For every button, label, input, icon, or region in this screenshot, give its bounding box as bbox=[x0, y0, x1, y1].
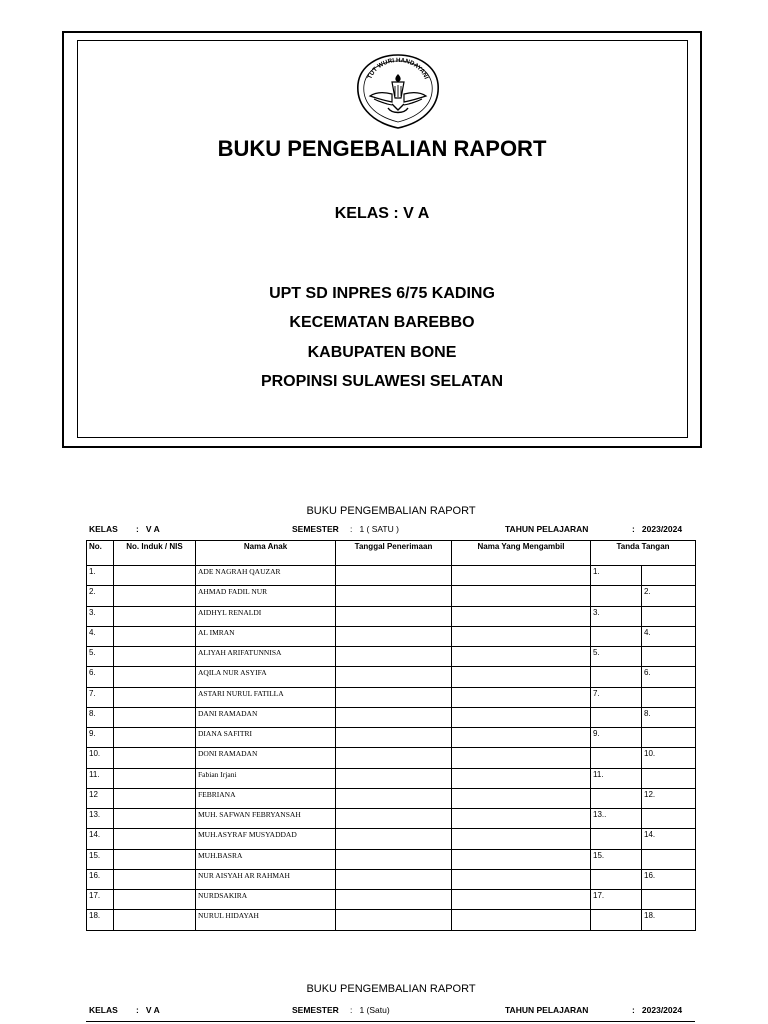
row-taker bbox=[452, 890, 591, 910]
table-row bbox=[87, 910, 696, 930]
row-taker bbox=[452, 869, 591, 889]
header-nis: No. Induk / NIS bbox=[114, 541, 196, 566]
row-nis bbox=[114, 829, 196, 849]
row-date bbox=[336, 626, 452, 646]
row-nis bbox=[114, 768, 196, 788]
row-taker bbox=[452, 910, 591, 930]
row-student-name: MUH. SAFWAN FEBRYANSAH bbox=[196, 809, 336, 829]
table-row bbox=[87, 890, 696, 910]
row-taker bbox=[452, 566, 591, 586]
row-signature-left: 7. bbox=[591, 687, 642, 707]
row-number: 11. bbox=[87, 768, 114, 788]
row-signature-right bbox=[642, 890, 696, 910]
row-number: 7. bbox=[87, 687, 114, 707]
row-signature-left: 15. bbox=[591, 849, 642, 869]
row-number: 16. bbox=[87, 869, 114, 889]
row-signature-right: 14. bbox=[642, 829, 696, 849]
row-taker bbox=[452, 687, 591, 707]
row-taker bbox=[452, 586, 591, 606]
section2-kelas-label: KELAS bbox=[89, 1005, 118, 1015]
row-number: 12 bbox=[87, 788, 114, 808]
row-nis bbox=[114, 667, 196, 687]
row-date bbox=[336, 890, 452, 910]
row-nis bbox=[114, 707, 196, 727]
section1-title: BUKU PENGEMBALIAN RAPORT bbox=[306, 505, 476, 517]
row-signature-right bbox=[642, 606, 696, 626]
row-nis bbox=[114, 890, 196, 910]
row-date bbox=[336, 707, 452, 727]
section1-semester-value: : 1 ( SATU ) bbox=[350, 524, 399, 534]
row-signature-right bbox=[642, 687, 696, 707]
row-signature-left: 9. bbox=[591, 728, 642, 748]
row-student-name: MUH.ASYRAF MUSYADDAD bbox=[196, 829, 336, 849]
row-student-name: NURUL HIDAYAH bbox=[196, 910, 336, 930]
table-row bbox=[87, 606, 696, 626]
cover-regency: KABUPATEN BONE bbox=[307, 344, 457, 361]
row-date bbox=[336, 728, 452, 748]
row-date bbox=[336, 748, 452, 768]
row-number: 1. bbox=[87, 566, 114, 586]
row-signature-right: 18. bbox=[642, 910, 696, 930]
table-row bbox=[87, 728, 696, 748]
table-row bbox=[87, 829, 696, 849]
row-number: 5. bbox=[87, 647, 114, 667]
row-taker bbox=[452, 728, 591, 748]
table-row bbox=[87, 687, 696, 707]
section1-tahun-value: : 2023/2024 bbox=[632, 524, 683, 534]
row-signature-left: 13.. bbox=[591, 809, 642, 829]
table-row bbox=[87, 626, 696, 646]
table-row bbox=[87, 809, 696, 829]
row-nis bbox=[114, 647, 196, 667]
row-student-name: FEBRIANA bbox=[196, 788, 336, 808]
row-nis bbox=[114, 566, 196, 586]
section1-semester-label: SEMESTER bbox=[292, 524, 339, 534]
row-student-name: AL IMRAN bbox=[196, 626, 336, 646]
row-nis bbox=[114, 586, 196, 606]
row-taker bbox=[452, 829, 591, 849]
row-signature-right bbox=[642, 768, 696, 788]
row-student-name: Fabian Irjani bbox=[196, 768, 336, 788]
row-student-name: AHMAD FADIL NUR bbox=[196, 586, 336, 606]
row-date bbox=[336, 687, 452, 707]
row-taker bbox=[452, 606, 591, 626]
row-date bbox=[336, 566, 452, 586]
row-signature-right: 4. bbox=[642, 626, 696, 646]
section2-semester-label: SEMESTER bbox=[292, 1005, 339, 1015]
row-number: 4. bbox=[87, 626, 114, 646]
row-nis bbox=[114, 849, 196, 869]
row-signature-left bbox=[591, 788, 642, 808]
table-header-row bbox=[87, 541, 696, 566]
row-signature-right: 2. bbox=[642, 586, 696, 606]
raport-return-table bbox=[86, 540, 696, 931]
row-signature-right bbox=[642, 728, 696, 748]
row-signature-left bbox=[591, 910, 642, 930]
row-number: 15. bbox=[87, 849, 114, 869]
cover-class: KELAS : V A bbox=[334, 205, 430, 222]
row-signature-right: 10. bbox=[642, 748, 696, 768]
table-row bbox=[87, 748, 696, 768]
row-number: 6. bbox=[87, 667, 114, 687]
row-signature-left bbox=[591, 829, 642, 849]
row-student-name: AIDHYL RENALDI bbox=[196, 606, 336, 626]
table-row bbox=[87, 647, 696, 667]
row-taker bbox=[452, 667, 591, 687]
row-date bbox=[336, 768, 452, 788]
row-student-name: DONI RAMADAN bbox=[196, 748, 336, 768]
row-signature-right bbox=[642, 849, 696, 869]
row-taker bbox=[452, 768, 591, 788]
row-date bbox=[336, 910, 452, 930]
row-number: 3. bbox=[87, 606, 114, 626]
row-signature-left bbox=[591, 748, 642, 768]
header-name: Nama Anak bbox=[196, 541, 336, 566]
cover-school: UPT SD INPRES 6/75 KADING bbox=[269, 285, 495, 302]
row-taker bbox=[452, 809, 591, 829]
row-student-name: ASTARI NURUL FATILLA bbox=[196, 687, 336, 707]
row-date bbox=[336, 809, 452, 829]
row-number: 14. bbox=[87, 829, 114, 849]
section1-kelas-value: : V A bbox=[136, 524, 160, 534]
row-student-name: NURDSAKIRA bbox=[196, 890, 336, 910]
row-student-name: AQILA NUR ASYIFA bbox=[196, 667, 336, 687]
row-nis bbox=[114, 910, 196, 930]
section1-tahun-label: TAHUN PELAJARAN bbox=[505, 524, 589, 534]
row-number: 8. bbox=[87, 707, 114, 727]
row-signature-left: 5. bbox=[591, 647, 642, 667]
header-no: No. bbox=[87, 541, 114, 566]
row-taker bbox=[452, 626, 591, 646]
row-number: 9. bbox=[87, 728, 114, 748]
row-signature-right bbox=[642, 647, 696, 667]
row-student-name: MUH.BASRA bbox=[196, 849, 336, 869]
row-signature-left: 17. bbox=[591, 890, 642, 910]
row-number: 17. bbox=[87, 890, 114, 910]
header-signature: Tanda Tangan bbox=[591, 541, 696, 566]
row-number: 2. bbox=[87, 586, 114, 606]
row-nis bbox=[114, 626, 196, 646]
row-date bbox=[336, 869, 452, 889]
row-signature-right bbox=[642, 809, 696, 829]
section2-kelas-value: : V A bbox=[136, 1005, 160, 1015]
table-row bbox=[87, 768, 696, 788]
row-student-name: NUR AISYAH AR RAHMAH bbox=[196, 869, 336, 889]
row-nis bbox=[114, 728, 196, 748]
header-date: Tanggal Penerimaan bbox=[336, 541, 452, 566]
table-row bbox=[87, 566, 696, 586]
row-nis bbox=[114, 869, 196, 889]
section2-semester-value: : 1 (Satu) bbox=[350, 1005, 390, 1015]
row-signature-right: 8. bbox=[642, 707, 696, 727]
section2-title: BUKU PENGEMBALIAN RAPORT bbox=[306, 983, 476, 995]
row-number: 18. bbox=[87, 910, 114, 930]
row-signature-left: 11. bbox=[591, 768, 642, 788]
row-signature-left bbox=[591, 586, 642, 606]
cover-title: BUKU PENGEBALIAN RAPORT bbox=[217, 136, 547, 161]
row-student-name: ADE NAGRAH QAUZAR bbox=[196, 566, 336, 586]
table-row bbox=[87, 788, 696, 808]
row-signature-left: 1. bbox=[591, 566, 642, 586]
row-date bbox=[336, 788, 452, 808]
row-student-name: DANI RAMADAN bbox=[196, 707, 336, 727]
tut-wuri-handayani-logo bbox=[348, 52, 448, 130]
table-row bbox=[87, 869, 696, 889]
cover-province: PROPINSI SULAWESI SELATAN bbox=[260, 373, 504, 390]
row-date bbox=[336, 647, 452, 667]
row-date bbox=[336, 606, 452, 626]
row-taker bbox=[452, 707, 591, 727]
row-taker bbox=[452, 788, 591, 808]
logo-motto: TUT WURI HANDAYANI bbox=[366, 56, 430, 81]
table-row bbox=[87, 707, 696, 727]
section2-tahun-value: : 2023/2024 bbox=[632, 1005, 683, 1015]
row-nis bbox=[114, 809, 196, 829]
section1-kelas-label: KELAS bbox=[89, 524, 118, 534]
row-signature-right: 12. bbox=[642, 788, 696, 808]
row-signature-right bbox=[642, 566, 696, 586]
row-number: 10. bbox=[87, 748, 114, 768]
table-row bbox=[87, 849, 696, 869]
row-date bbox=[336, 667, 452, 687]
row-signature-left bbox=[591, 707, 642, 727]
cover-district: KECEMATAN BAREBBO bbox=[289, 314, 475, 331]
row-date bbox=[336, 849, 452, 869]
row-date bbox=[336, 829, 452, 849]
row-nis bbox=[114, 748, 196, 768]
table-row bbox=[87, 586, 696, 606]
table-row bbox=[87, 667, 696, 687]
row-signature-left bbox=[591, 667, 642, 687]
row-signature-left: 3. bbox=[591, 606, 642, 626]
row-number: 13. bbox=[87, 809, 114, 829]
header-taker: Nama Yang Mengambil bbox=[452, 541, 591, 566]
row-student-name: ALIYAH ARIFATUNNISA bbox=[196, 647, 336, 667]
row-nis bbox=[114, 606, 196, 626]
row-taker bbox=[452, 748, 591, 768]
row-signature-left bbox=[591, 869, 642, 889]
row-taker bbox=[452, 647, 591, 667]
row-nis bbox=[114, 788, 196, 808]
row-signature-right: 16. bbox=[642, 869, 696, 889]
row-student-name: DIANA SAFITRI bbox=[196, 728, 336, 748]
row-date bbox=[336, 586, 452, 606]
row-taker bbox=[452, 849, 591, 869]
row-nis bbox=[114, 687, 196, 707]
row-signature-left bbox=[591, 626, 642, 646]
row-signature-right: 6. bbox=[642, 667, 696, 687]
section2-tahun-label: TAHUN PELAJARAN bbox=[505, 1005, 589, 1015]
